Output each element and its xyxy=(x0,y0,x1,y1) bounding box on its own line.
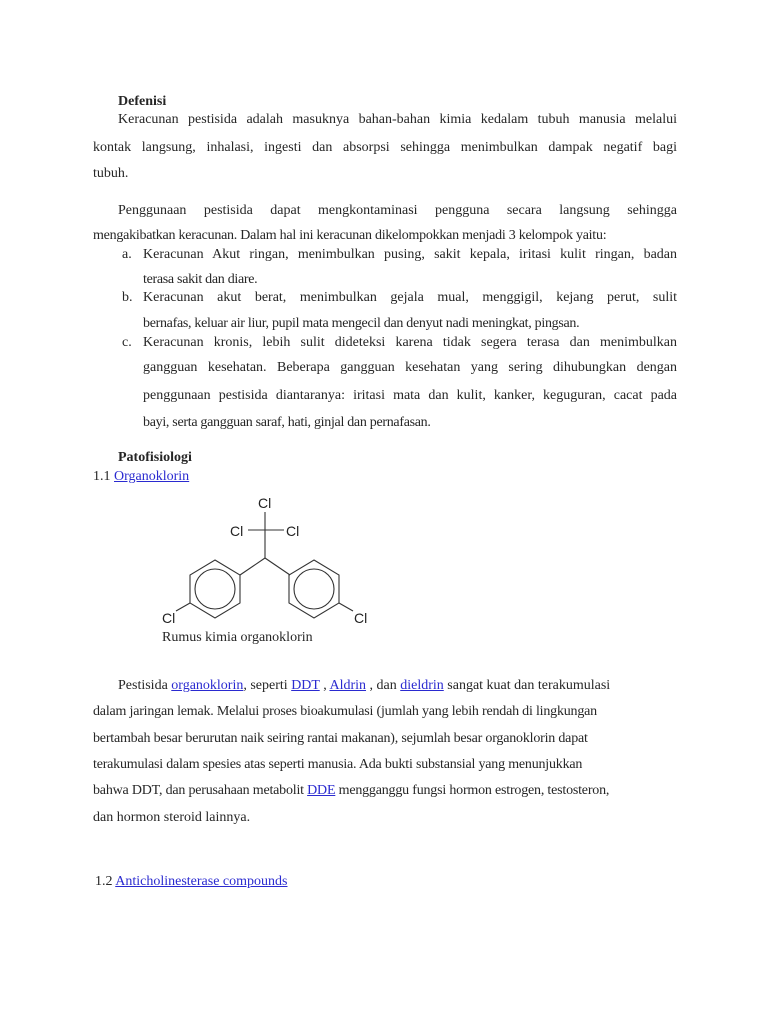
list-item-line: Keracunan akut berat, menimbulkan gejala mual, menggigil, kejang perut, sulit xyxy=(143,290,677,305)
section-number: 1.2 xyxy=(95,874,113,889)
link-dieldrin[interactable]: dieldrin xyxy=(400,678,444,693)
text: , xyxy=(319,678,330,693)
chlorine-atom: Cl xyxy=(230,523,244,539)
link-ddt[interactable]: DDT xyxy=(291,678,320,693)
section-number: 1.1 xyxy=(93,469,111,484)
link-dde[interactable]: DDE xyxy=(307,783,336,798)
chlorine-atom: Cl xyxy=(354,610,368,626)
paragraph-line: Keracunan pestisida adalah masuknya bahan-bahan kimia kedalam tubuh manusia melalui xyxy=(118,112,677,127)
heading-patofisiologi: Patofisiologi xyxy=(118,450,192,465)
chlorine-atom: Cl xyxy=(162,610,176,626)
link-aldrin[interactable]: Aldrin xyxy=(329,678,367,693)
paragraph-line: dan hormon steroid lainnya. xyxy=(93,810,251,825)
list-item-line: penggunaan pestisida diantaranya: iritasi mata dan kulit, kanker, keguguran, cacat pada xyxy=(143,388,677,403)
list-item-line: Keracunan Akut ringan, menimbulkan pusing, sakit kepala, iritasi kulit ringan, badan xyxy=(143,247,677,262)
paragraph-line xyxy=(93,783,609,799)
text: Pestisida xyxy=(118,678,172,693)
link-organoklorin[interactable]: Organoklorin xyxy=(114,469,190,484)
text: mengganggu fungsi hormon estrogen, testosteron, xyxy=(335,783,610,798)
text: sangat kuat dan terakumulasi xyxy=(443,678,611,693)
list-item-line: Keracunan kronis, lebih sulit dideteksi karena tidak segera terasa dan menimbulkan xyxy=(143,335,677,350)
list-marker: a. xyxy=(122,247,132,262)
paragraph-line: bertambah besar berurutan naik seiring rantai makanan), sejumlah besar organoklorin dapat xyxy=(93,731,588,746)
list-marker: b. xyxy=(122,290,133,305)
list-item-line: bernafas, keluar air liur, pupil mata mengecil dan denyut nadi meningkat, pingsan. xyxy=(143,316,580,331)
text: bahwa DDT, dan perusahaan metabolit xyxy=(93,783,308,798)
paragraph-line xyxy=(118,678,610,694)
paragraph-line: dalam jaringan lemak. Melalui proses bioakumulasi (jumlah yang lebih rendah di lingkungan xyxy=(93,704,597,719)
section-1-2 xyxy=(95,874,287,890)
list-item-line: bayi, serta gangguan saraf, hati, ginjal dan pernafasan. xyxy=(143,415,431,430)
paragraph-line: mengakibatkan keracunan. Dalam hal ini keracunan dikelompokkan menjadi 3 kelompok yaitu: xyxy=(93,228,607,243)
paragraph-line: tubuh. xyxy=(93,166,129,181)
link-organoklorin[interactable]: organoklorin xyxy=(171,678,244,693)
link-anticholinesterase-compounds[interactable]: Anticholinesterase compounds xyxy=(115,874,288,889)
text: , seperti xyxy=(243,678,292,693)
list-marker: c. xyxy=(122,335,132,350)
text: , dan xyxy=(366,678,401,693)
figure-caption: Rumus kimia organoklorin xyxy=(162,630,313,645)
paragraph-line: terakumulasi dalam spesies atas seperti manusia. Ada bukti substansial yang menunjukkan xyxy=(93,757,583,772)
paragraph-line: Penggunaan pestisida dapat mengkontaminasi pengguna secara langsung sehingga xyxy=(118,203,677,218)
paragraph-line: kontak langsung, inhalasi, ingesti dan absorpsi sehingga menimbulkan dampak negatif bagi xyxy=(93,140,677,155)
heading-defenisi: Defenisi xyxy=(118,94,167,109)
chlorine-atom: Cl xyxy=(258,495,272,511)
list-item-line: gangguan kesehatan. Beberapa gangguan kesehatan yang sering dihubungkan dengan xyxy=(143,360,677,375)
chlorine-atom: Cl xyxy=(286,523,300,539)
list-item-line: terasa sakit dan diare. xyxy=(143,272,258,287)
